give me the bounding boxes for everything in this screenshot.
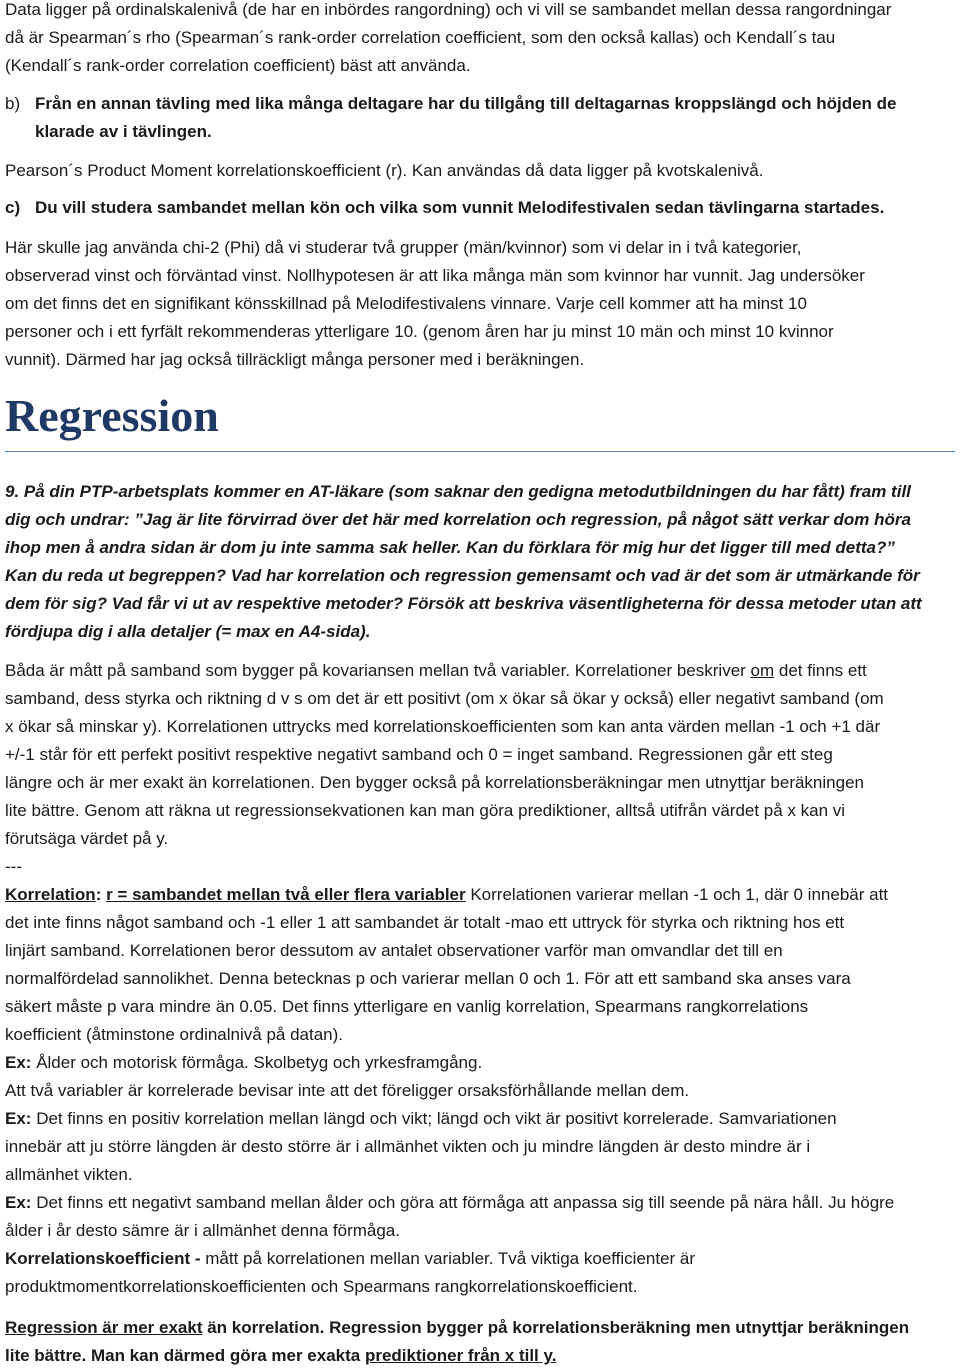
- answer-9-line: [5, 657, 884, 685]
- korrelation-definition: r = sambandet mellan två eller flera variabler: [106, 885, 466, 904]
- intro-line: (Kendall´s rank-order correlation coefficient) bäst att använda.: [5, 56, 471, 75]
- answer-9-text: det finns ett: [774, 661, 867, 680]
- item-b-answer: [5, 157, 763, 185]
- intro-paragraph: [5, 0, 891, 80]
- example-line: allmänhet vikten.: [5, 1165, 133, 1184]
- item-c-answer-line: observerad vinst och förväntad vinst. Nollhypotesen är att lika många män som kvinnor har vunnit. Jag undersöker: [5, 266, 865, 285]
- item-b-question-line: Från en annan tävling med lika många deltagare har du tillgång till deltagarnas kroppslängd och höjden de: [35, 94, 897, 113]
- korrelation-line: [5, 881, 888, 909]
- korrelation-text: Korrelationen varierar mellan -1 och 1, där 0 innebär att: [465, 885, 889, 904]
- example-line: [5, 1049, 894, 1077]
- regression-summary-line: [5, 1314, 909, 1342]
- item-b-question: [5, 90, 897, 146]
- question-9-line: dem för sig? Vad får vi ut av respektive metoder? Försök att beskriva väsentligheterna för dessa metoder utan att: [5, 594, 922, 613]
- answer-9-text: Båda är mått på samband som bygger på kovariansen mellan två variabler. Korrelationer beskriver: [5, 661, 751, 680]
- koefficient-paragraph: [5, 1245, 695, 1301]
- korrelation-line: säkert måste p vara mindre än 0.05. Det finns ytterligare en vanlig korrelation, Spearmans rangkorrelations: [5, 997, 809, 1016]
- item-c-marker: c): [5, 198, 21, 217]
- example-label: Ex:: [5, 1109, 32, 1128]
- question-9-line: 9. På din PTP-arbetsplats kommer en AT-läkare (som saknar den gedigna metodutbildningen du har fått) fram till: [5, 482, 911, 501]
- regression-summary-underlined: prediktioner från x till y.: [364, 1346, 557, 1365]
- intro-line: då är Spearman´s rho (Spearman´s rank-order correlation coefficient, som den också kallas) och Kendall´s tau: [5, 28, 836, 47]
- korrelation-paragraph: [5, 881, 888, 1049]
- answer-9-underlined: om: [750, 661, 775, 680]
- item-b-marker: b): [5, 94, 21, 113]
- item-c-answer: [5, 234, 865, 374]
- korrelation-line: det inte finns något samband och -1 eller 1 att sambandet är totalt -mao ett uttryck för styrka och riktning hos ett: [5, 913, 845, 932]
- example-text: Det finns en positiv korrelation mellan längd och vikt; längd och vikt är positivt korrelerade. Samvariationen: [31, 1109, 837, 1128]
- item-c-question: [5, 194, 884, 222]
- answer-9-line: längre och är mer exakt än korrelationen. Den bygger också på korrelationsberäkningar men utnyttjar beräkningen: [5, 773, 864, 792]
- regression-summary-underlined: Regression är mer exakt: [5, 1318, 203, 1337]
- example-line: innebär att ju större längden är desto större är i allmänhet vikten och ju mindre längden är desto mindre är i: [5, 1137, 811, 1156]
- regression-summary-text: än korrelation. Regression bygger på korrelationsberäkning men utnyttjar beräkningen: [202, 1318, 910, 1337]
- answer-9-line: +/-1 står för ett perfekt positivt respektive negativt samband och 0 = inget samband. Regressionen går ett steg: [5, 745, 833, 764]
- example-text: Det finns ett negativt samband mellan ålder och göra att förmåga att anpassa sig till seende på nära håll. Ju högre: [31, 1193, 895, 1212]
- item-c-answer-line: om det finns det en signifikant könsskillnad på Melodifestivalens vinnare. Varje cell kommer att ha minst 10: [5, 294, 807, 313]
- korrelation-term: Korrelation: [5, 885, 96, 904]
- item-c-question-line: Du vill studera sambandet mellan kön och vilka som vunnit Melodifestivalen sedan tävlingarna startades.: [35, 198, 885, 217]
- regression-summary: [5, 1314, 909, 1370]
- question-9-line: dig och undrar: ”Jag är lite förvirrad över det här med korrelation och regression, på något sätt verkar dom höra: [5, 510, 911, 529]
- item-b-question-line: klarade av i tävlingen.: [35, 122, 212, 141]
- question-9-line: Kan du reda ut begreppen? Vad har korrelation och regression gemensamt och vad är det som är utmärkande för: [5, 566, 920, 585]
- item-c-answer-line: vunnit). Därmed har jag också tillräckligt många personer med i beräkningen.: [5, 350, 585, 369]
- korrelation-line: koefficient (åtminstone ordinalnivå på datan).: [5, 1025, 343, 1044]
- answer-9-line: samband, dess styrka och riktning d v s om det är ett positivt (om x ökar så ökar y också) eller negativt samband (om: [5, 689, 884, 708]
- intro-line: Data ligger på ordinalskalenivå (de har en inbördes rangordning) och vi vill se sambandet mellan dessa rangordningar: [5, 0, 892, 19]
- korrelation-colon: :: [95, 885, 107, 904]
- section-heading: Regression: [5, 390, 219, 441]
- koefficient-line: [5, 1245, 695, 1273]
- item-c-answer-line: personer och i ett fyrfält rekommenderas ytterligare 10. (genom åren har ju minst 10 män och minst 10 kvinnor: [5, 322, 834, 341]
- example-line: ålder i år desto sämre är i allmänhet denna förmåga.: [5, 1221, 400, 1240]
- answer-9-line: förutsäga värdet på y.: [5, 829, 169, 848]
- example-note: Att två variabler är korrelerade bevisar inte att det föreligger orsaksförhållande mellan dem.: [5, 1081, 690, 1100]
- answer-9-line: lite bättre. Genom att räkna ut regressionsekvationen kan man göra prediktioner, alltså utifrån värdet på x kan vi: [5, 801, 846, 820]
- answer-9: [5, 657, 884, 881]
- separator: ---: [5, 857, 22, 876]
- example-label: Ex:: [5, 1053, 32, 1072]
- heading-underline: [5, 451, 955, 452]
- korrelation-line: normalfördelad sannolikhet. Denna betecknas p och varierar mellan 0 och 1. För att ett samband ska anses vara: [5, 969, 851, 988]
- koefficient-text: mått på korrelationen mellan variabler. Två viktiga koefficienter är: [200, 1249, 696, 1268]
- question-9-line: fördjupa dig i alla detaljer (= max en A4-sida).: [5, 622, 371, 641]
- example-line: [5, 1105, 894, 1133]
- regression-summary-line: [5, 1342, 909, 1370]
- koefficient-term: Korrelationskoefficient -: [5, 1249, 201, 1268]
- example-line: [5, 1189, 894, 1217]
- answer-9-line: x ökar så minskar y). Korrelationen uttrycks med korrelationskoefficienten som kan anta värden mellan -1 och +1 där: [5, 717, 881, 736]
- examples: [5, 1049, 894, 1245]
- question-9: [5, 478, 922, 646]
- korrelation-line: linjärt samband. Korrelationen beror dessutom av antalet observationer varför man omvandlar det till en: [5, 941, 783, 960]
- regression-summary-text: lite bättre. Man kan därmed göra mer exakta: [5, 1346, 365, 1365]
- example-text: Ålder och motorisk förmåga. Skolbetyg och yrkesframgång.: [31, 1053, 483, 1072]
- question-9-line: ihop men å andra sidan är dom ju inte samma sak heller. Kan du förklara för mig hur det ligger till med detta?”: [5, 538, 895, 557]
- item-c-answer-line: Här skulle jag använda chi-2 (Phi) då vi studerar två grupper (män/kvinnor) som vi delar in i två kategorier,: [5, 238, 802, 257]
- example-label: Ex:: [5, 1193, 32, 1212]
- item-b-answer-text: Pearson´s Product Moment korrelationskoefficient (r). Kan användas då data ligger på kvotskalenivå.: [5, 161, 764, 180]
- koefficient-line: produktmomentkorrelationskoefficienten och Spearmans rangkorrelationskoefficient.: [5, 1277, 638, 1296]
